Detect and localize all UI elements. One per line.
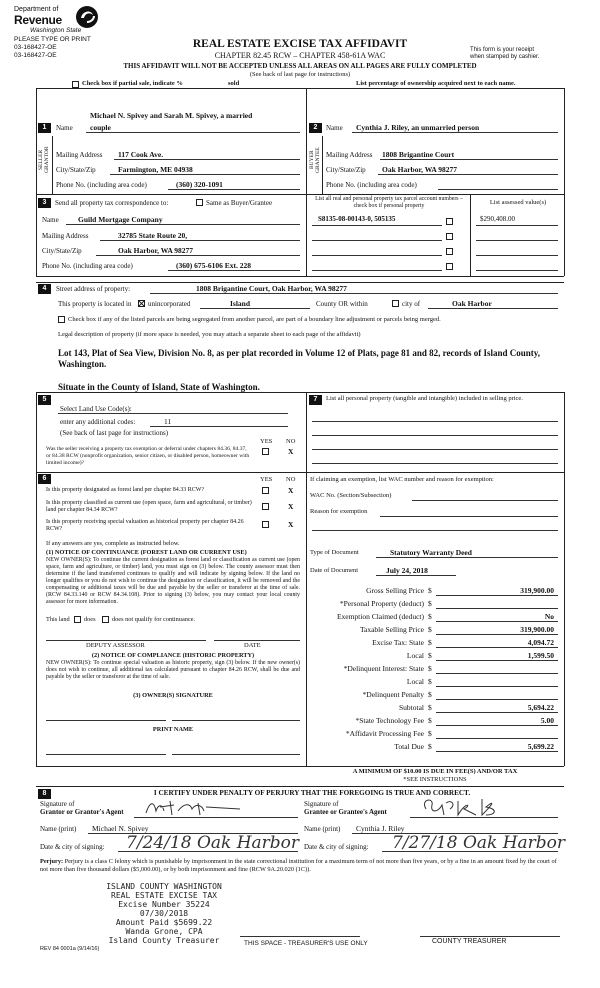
receipt-note-1: This form is your receipt xyxy=(470,47,535,53)
s1-city-value[interactable]: Farmington, ME 04938 xyxy=(118,165,193,174)
tax-row-label: Subtotal xyxy=(398,703,424,712)
s5-yes-checkbox[interactable] xyxy=(262,448,269,455)
section-3-number: 3 xyxy=(38,198,51,208)
s6-notice1-title: (1) NOTICE OF CONTINUANCE (FOREST LAND OR CURRENT USE) xyxy=(46,549,247,556)
partial-sale-checkbox[interactable] xyxy=(72,81,79,88)
s4-segregated-note: Check box if any of the listed parcels are being segregated from another parcel, are part of a boundary line adjustment or parcels being merged. xyxy=(68,316,441,323)
ref-number-1: 03-168427-OE xyxy=(14,44,57,51)
s8-grantee-name-label: Name (print) xyxy=(304,825,341,833)
s5-see-back: (See back of last page for instructions) xyxy=(60,429,169,437)
s6-q1-yes-checkbox[interactable] xyxy=(262,487,269,494)
s6-notice2-text: NEW OWNER(S): To continue special valuation as historic property, sign (3) below. If the new owner(s) does not wish to continue, all additional tax calculated pursuant to chapter 84.26 RCW, shall be due and payable by the seller or transferor at the time of sale. xyxy=(46,660,300,680)
s3-assessed-value[interactable]: $290,408.00 xyxy=(480,215,515,223)
section-4-number: 4 xyxy=(38,284,51,294)
grantee-signature-image[interactable] xyxy=(416,795,536,819)
s3-name-value[interactable]: Guild Mortgage Company xyxy=(78,215,163,224)
s2-city-value[interactable]: Oak Harbor, WA 98277 xyxy=(382,165,458,174)
s8-grantor-sig-label-2: Grantor or Grantor's Agent xyxy=(40,808,124,816)
s6-deputy-label: DEPUTY ASSESSOR xyxy=(86,642,145,649)
section-5-number: 5 xyxy=(38,395,51,405)
s6-q1-no-x[interactable]: X xyxy=(288,486,294,495)
tax-row-value[interactable]: No xyxy=(544,612,554,621)
s2-mailing-label: Mailing Address xyxy=(326,151,373,159)
tax-row-value[interactable]: 1,599.50 xyxy=(527,651,554,660)
s6-this-land: This land xyxy=(46,616,70,623)
receipt-note-2: when stamped by cashier. xyxy=(470,54,540,60)
s2-mailing-value[interactable]: 1808 Brigantine Court xyxy=(382,150,455,159)
s2-city-label: City/State/Zip xyxy=(326,166,366,174)
perjury-text: Perjury is a class C felony which is punishable by imprisonment in the state correctional institution for a maximum term of not more than five years, or by a fine in an amount fixed by the court of not more than five thousand dollars ($5,000.00), or by both imprisonment and fine (RCW 9A.20.020 (1C)). xyxy=(40,858,557,873)
tax-row-label: *Delinquent Penalty xyxy=(362,690,424,699)
treasurer-stamp xyxy=(84,882,244,945)
s5-enter-label: enter any additional codes: xyxy=(60,418,136,426)
s6-q2: Is this property classified as current use (open space, farm and agricultural, or timber) land per chapter 84.34 RCW? xyxy=(46,500,252,513)
see-back-note: (See back of last page for instructions) xyxy=(249,71,351,78)
tax-row-value[interactable]: 5,694.22 xyxy=(527,703,554,712)
perjury-label: Perjury: xyxy=(40,858,64,865)
s6-notice2-title: (2) NOTICE OF COMPLIANCE (HISTORIC PROPERTY) xyxy=(91,652,255,659)
grantor-signature-image[interactable] xyxy=(140,797,250,819)
s4-county-value[interactable]: Island xyxy=(230,299,251,308)
s7-doc-date-value[interactable]: July 24, 2018 xyxy=(386,566,428,575)
s1-mailing-value[interactable]: 117 Cook Ave. xyxy=(118,150,164,159)
within-city-checkbox[interactable] xyxy=(392,300,399,307)
stamp-line-2: REAL ESTATE EXCISE TAX xyxy=(111,891,217,900)
s6-q1: Is this property designated as forest land per chapter 84.33 RCW? xyxy=(46,487,205,493)
s5-exempt-question: Was the seller receiving a property tax exemption or deferral under chapters 84.36, 84.37, or 84.38 RCW (nonprofit organization, senior citizen, or disabled person, homeowner with limited income)? xyxy=(46,446,250,466)
s1-city-label: City/State/Zip xyxy=(56,166,96,174)
form-subtitle: CHAPTER 82.45 RCW – CHAPTER 458-61A WAC xyxy=(214,51,386,60)
s4-legal-value[interactable]: Lot 143, Plat of Sea View, Division No. 8, as per plat recorded in Volume 12 of Plats, page 81 and 82, records of Island County, Washington. xyxy=(58,348,541,369)
section-6-number: 6 xyxy=(38,474,51,484)
s7-reason-label: Reason for exemption xyxy=(310,508,368,515)
tax-row-label: Local xyxy=(406,651,424,660)
unincorporated-checkbox[interactable] xyxy=(138,300,145,307)
s1-name-value-2[interactable]: couple xyxy=(90,123,111,132)
stamp-line-6: Wanda Grone, CPA xyxy=(125,927,203,936)
s3-assessed-header: List assessed value(s) xyxy=(489,199,547,206)
s2-name-value[interactable]: Cynthia J. Riley, an unmarried person xyxy=(356,123,480,132)
perjury-note xyxy=(40,858,564,874)
tax-row-currency: $ xyxy=(428,677,432,686)
s8-grantor-sig-label-1: Signature of xyxy=(40,800,75,808)
tax-row-currency: $ xyxy=(428,716,432,725)
tax-row-currency: $ xyxy=(428,690,432,699)
tax-row-label: Exemption Claimed (deduct) xyxy=(336,612,424,621)
x-mark-icon xyxy=(138,300,145,307)
s4-city-of: city of xyxy=(402,300,421,308)
s7-doc-type-label: Type of Document xyxy=(310,549,359,556)
s1-name-value-1[interactable]: Michael N. Spivey and Sarah M. Spivey, a married xyxy=(90,111,253,120)
section-1-number: 1 xyxy=(38,123,51,133)
s3-city-value[interactable]: Oak Harbor, WA 98277 xyxy=(118,246,194,255)
tax-row-currency: $ xyxy=(428,729,432,738)
s6-if-yes: If any answers are yes, complete as instructed below. xyxy=(46,540,180,547)
dor-swirl-icon xyxy=(74,4,100,30)
s3-parcel-value[interactable]: S8135-08-00143-0, 505135 xyxy=(318,215,396,223)
s1-name-label: Name xyxy=(56,124,73,132)
s3-phone-value[interactable]: (360) 675-6106 Ext. 228 xyxy=(176,261,251,270)
s3-parcel-header: List all real and personal property tax parcel account numbers – check box if personal property xyxy=(315,196,463,209)
s8-grantee-date-handwritten[interactable]: 7/27/18 Oak Harbor xyxy=(392,833,566,853)
s6-does-not: does not qualify for continuance. xyxy=(112,616,196,623)
s6-does: does xyxy=(84,616,96,623)
s2-phone-label: Phone No. (including area code) xyxy=(326,181,417,189)
tax-row-currency: $ xyxy=(428,703,432,712)
form-title: REAL ESTATE EXCISE TAX AFFIDAVIT xyxy=(192,38,408,50)
dept-line1: Department of xyxy=(14,6,59,13)
parcel-2-checkbox[interactable] xyxy=(446,233,453,240)
s8-certify: I CERTIFY UNDER PENALTY OF PERJURY THAT THE FOREGOING IS TRUE AND CORRECT. xyxy=(153,789,471,797)
s5-no-x[interactable]: X xyxy=(288,447,294,456)
s5-no-header: NO xyxy=(286,438,296,445)
s4-street-label: Street address of property: xyxy=(56,285,131,293)
parcel-1-checkbox[interactable] xyxy=(446,218,453,225)
s7-personal-label: List all personal property (tangible and intangible) included in selling price. xyxy=(326,395,523,402)
s3-name-label: Name xyxy=(42,216,59,224)
tax-row-currency: $ xyxy=(428,651,432,660)
tax-row-currency: $ xyxy=(428,664,432,673)
s1-phone-value[interactable]: (360) 320-1091 xyxy=(176,180,223,189)
s8-grantee-date-label: Date & city of signing: xyxy=(304,843,369,851)
s4-city-value[interactable]: Oak Harbor xyxy=(452,299,492,308)
tax-row-currency: $ xyxy=(428,638,432,647)
s6-yes-header: YES xyxy=(260,476,273,483)
segregated-checkbox[interactable] xyxy=(58,316,65,323)
s7-doc-date-label: Date of Document xyxy=(310,567,359,574)
s3-phone-label: Phone No. (including area code) xyxy=(42,262,133,270)
tax-row-label: Gross Selling Price xyxy=(366,586,424,595)
s1-phone-label: Phone No. (including area code) xyxy=(56,181,147,189)
ownership-note: List percentage of ownership acquired next to each name. xyxy=(356,80,516,87)
sold-label: sold xyxy=(228,80,240,87)
tax-row-value[interactable]: 5.00 xyxy=(540,716,554,725)
section-8-number: 8 xyxy=(38,789,51,799)
form-revision: REV 84 0001a (9/14/16) xyxy=(40,946,100,952)
stamp-line-1: ISLAND COUNTY WASHINGTON xyxy=(106,882,222,891)
s6-does-checkbox[interactable] xyxy=(74,616,81,623)
s6-q2-no-x[interactable]: X xyxy=(288,502,294,511)
s6-owner-sig: (3) OWNER(S) SIGNATURE xyxy=(133,692,213,699)
tax-row-label: Taxable Selling Price xyxy=(359,625,424,634)
tax-row-label: Total Due xyxy=(394,742,424,751)
warning-line: THIS AFFIDAVIT WILL NOT BE ACCEPTED UNLESS ALL AREAS ON ALL PAGES ARE FULLY COMPLETED xyxy=(123,62,477,70)
tax-row-label: *Delinquent Interest: State xyxy=(343,664,424,673)
county-treasurer-label: COUNTY TREASURER xyxy=(432,938,507,945)
partial-sale-label: Check box if partial sale, indicate % xyxy=(82,80,183,87)
s8-grantor-date-handwritten[interactable]: 7/24/18 Oak Harbor xyxy=(126,833,300,853)
tax-row-label: *Affidavit Processing Fee xyxy=(345,729,424,738)
tax-row-value[interactable]: 319,900.00 xyxy=(520,586,554,595)
tax-row-currency: $ xyxy=(428,742,432,751)
s4-county-or: County OR within xyxy=(316,300,368,308)
s6-no-header: NO xyxy=(286,476,296,483)
s3-city-label: City/State/Zip xyxy=(42,247,82,255)
tax-row-label: *Personal Property (deduct) xyxy=(339,599,424,608)
treasurer-use-only: THIS SPACE - TREASURER'S USE ONLY xyxy=(244,940,368,947)
dept-line2: Revenue xyxy=(14,13,62,27)
s5-yes-header: YES xyxy=(260,438,273,445)
tax-row-currency: $ xyxy=(428,612,432,621)
seller-grantor-label: SELLER GRANTOR xyxy=(38,146,50,174)
s8-grantor-date-label: Date & city of signing: xyxy=(40,843,105,851)
s3-send-label: Send all property tax correspondence to: xyxy=(55,199,169,207)
s4-located-label: This property is located in xyxy=(58,300,132,308)
s4-legal-label: Legal description of property (if more space is needed, you may attach a separate sheet to each page of the affidavit) xyxy=(58,331,361,338)
s3-same-label: Same as Buyer/Grantee xyxy=(206,199,273,207)
s8-grantor-name[interactable]: Michael N. Spivey xyxy=(92,824,149,833)
ref-number-2: 03-168427-OE xyxy=(14,52,57,59)
section-7-number: 7 xyxy=(309,395,322,405)
s7-exemption-label: If claiming an exemption, list WAC number and reason for exemption: xyxy=(310,476,494,483)
tax-row-label: *State Technology Fee xyxy=(355,716,424,725)
tax-row-value[interactable]: 5,699.22 xyxy=(527,742,554,751)
tax-row-label: Excise Tax: State xyxy=(372,638,424,647)
s6-q3-yes-checkbox[interactable] xyxy=(262,521,269,528)
stamp-line-7: Island County Treasurer xyxy=(108,936,220,945)
please-print: PLEASE TYPE OR PRINT xyxy=(14,36,91,43)
unincorporated-label: unincorporated xyxy=(148,300,191,308)
stamp-line-3: Excise Number 35224 xyxy=(118,900,210,909)
s8-grantee-sig-label-2: Grantee or Grantee's Agent xyxy=(304,808,387,816)
s4-street-value[interactable]: 1808 Brigantine Court, Oak Harbor, WA 98277 xyxy=(196,284,347,293)
s8-grantee-sig-label-1: Signature of xyxy=(304,800,339,808)
buyer-grantee-label: BUYER GRANTEE xyxy=(309,147,321,173)
s4-situate[interactable]: Situate in the County of Island, State of Washington. xyxy=(58,382,260,392)
s3-same-checkbox[interactable] xyxy=(196,199,203,206)
s7-doc-type-value[interactable]: Statutory Warranty Deed xyxy=(390,548,472,557)
stamp-line-5: Amount Paid $5699.22 xyxy=(115,918,213,927)
tax-row-value[interactable]: 319,900.00 xyxy=(520,625,554,634)
s6-print-name: PRINT NAME xyxy=(152,726,194,733)
s7-see-instructions: *SEE INSTRUCTIONS xyxy=(403,776,467,783)
s1-mailing-label: Mailing Address xyxy=(56,151,103,159)
s5-select-label: Select Land Use Code(s): xyxy=(60,405,132,413)
tax-row-currency: $ xyxy=(428,599,432,608)
tax-row-label: Local xyxy=(406,677,424,686)
s6-q3: Is this property receiving special valuation as historical property per chapter 84.26 RCW? xyxy=(46,519,244,532)
stamp-line-4: 07/30/2018 xyxy=(139,909,189,918)
s7-wac-label: WAC No. (Section/Subsection) xyxy=(310,492,392,499)
s7-minimum-note: A MINIMUM OF $10.00 IS DUE IN FEE(S) AND/OR TAX xyxy=(352,768,518,775)
s8-grantee-name[interactable]: Cynthia J. Riley xyxy=(356,824,405,833)
s6-notice1-text: NEW OWNER(S): To continue the current designation as forest land or classification as current use (open space, farm and agriculture, or timber) land, you must sign on (3) below. The county assessor must then determine if the land transferred continues to qualify and will indicate by signing below. If the land no longer qualifies or you do not wish to continue the designation or classification, it will be removed and the compensating or additional taxes will be due and payable by the seller or transferor at the time of sale. (RCW 84.33.140 or RCW 84.34.108). Prior to signing (3) below, you may contact your local county assessor for more information. xyxy=(46,557,300,605)
tax-row-currency: $ xyxy=(428,625,432,634)
tax-row-currency: $ xyxy=(428,586,432,595)
s5-code-value[interactable]: 11 xyxy=(164,417,172,426)
section-2-number: 2 xyxy=(309,123,322,133)
s6-does-not-checkbox[interactable] xyxy=(102,616,109,623)
parcel-4-checkbox[interactable] xyxy=(446,263,453,270)
s6-date-label: DATE xyxy=(244,642,261,649)
s8-grantor-name-label: Name (print) xyxy=(40,825,77,833)
parcel-3-checkbox[interactable] xyxy=(446,248,453,255)
s6-q3-no-x[interactable]: X xyxy=(288,520,294,529)
s6-q2-yes-checkbox[interactable] xyxy=(262,503,269,510)
dept-line3: Washington State xyxy=(30,27,82,34)
s2-name-label: Name xyxy=(326,124,343,132)
tax-row-value[interactable]: 4,094.72 xyxy=(527,638,554,647)
s3-mailing-label: Mailing Address xyxy=(42,232,89,240)
s3-mailing-value[interactable]: 32785 State Route 20, xyxy=(118,231,188,240)
